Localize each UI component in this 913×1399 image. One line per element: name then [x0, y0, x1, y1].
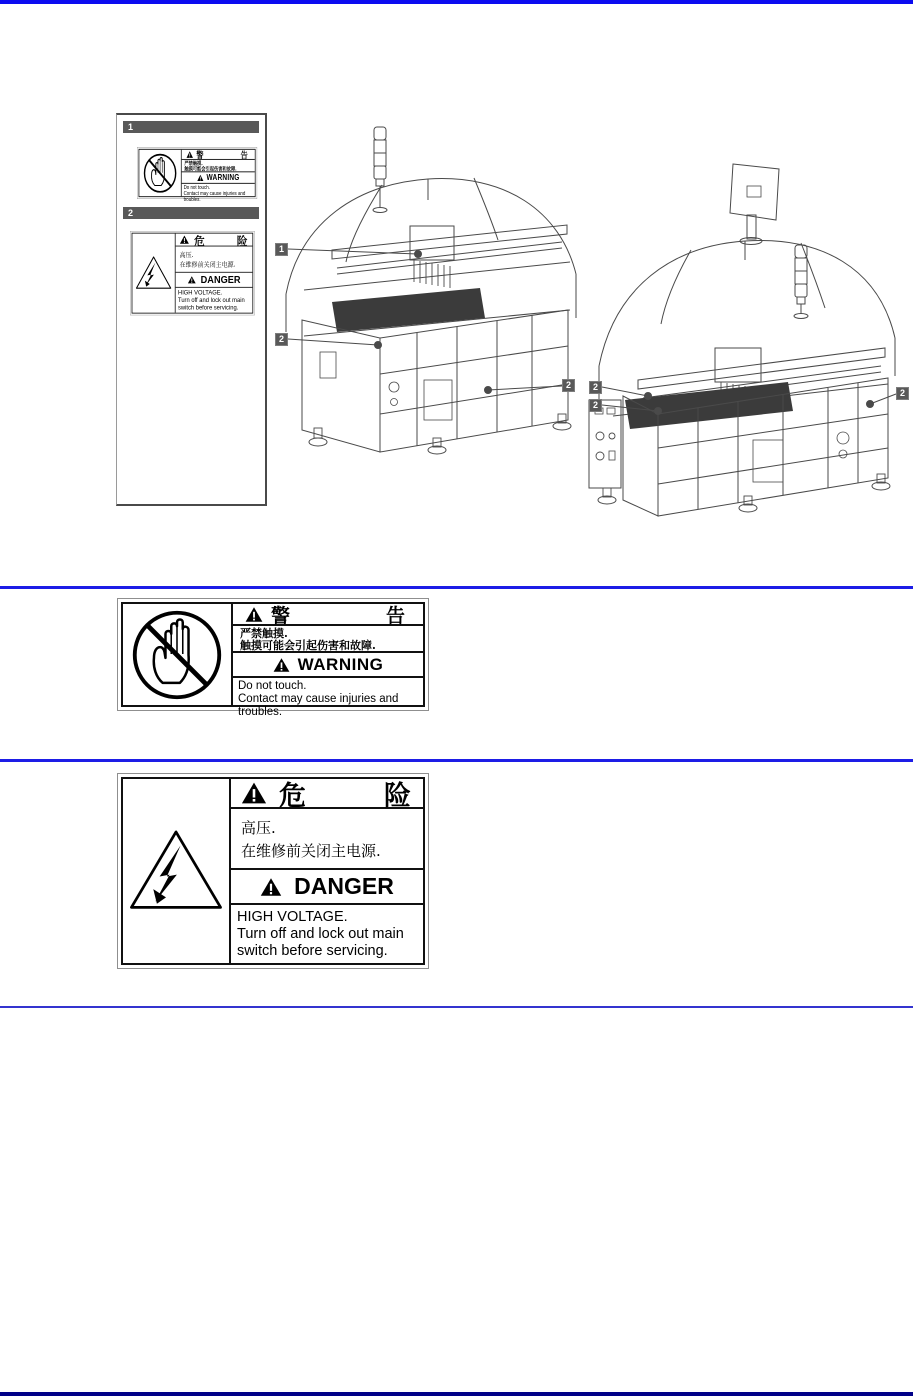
legend-item-2-number: 2: [128, 208, 135, 218]
warning-title-en: WARNING: [233, 653, 423, 678]
danger-label-detail: [117, 773, 429, 969]
machine-cover: [286, 178, 576, 332]
danger-title-en: DANGER: [231, 870, 423, 905]
warning-triangle-icon: [197, 174, 204, 181]
callout-badge-2: 2: [896, 387, 909, 400]
warning-triangle-icon: [241, 781, 267, 805]
callout-badge-2: 2: [275, 333, 288, 346]
warning-triangle-icon: [260, 877, 282, 897]
danger-title-zh: 危 险: [231, 779, 423, 809]
legend-item-2-header: [123, 207, 259, 219]
warning-triangle-icon: [180, 235, 190, 244]
conveyor-band: [625, 382, 793, 429]
legend-item-1-header: [123, 121, 259, 133]
signal-tower: [794, 245, 808, 319]
bottom-rule: [0, 1392, 913, 1396]
callout-badge-1: 1: [275, 243, 288, 256]
danger-body-zh: 高压. 在维修前关闭主电源.: [176, 246, 253, 272]
warning-body-en: Do not touch. Contact may cause injuries and troubles.: [238, 680, 399, 718]
machine-cover: [599, 240, 895, 400]
lightning-triangle-icon: [126, 824, 226, 918]
warning-body-en: Do not touch. Contact may cause injuries and troubles.: [183, 184, 246, 203]
danger-body-zh: 高压. 在维修前关闭主电源.: [231, 809, 423, 870]
legend-warning-label-thumbnail: [137, 147, 257, 203]
warning-body-zh: 严禁触摸. 触摸可能会引起伤害和故障.: [182, 160, 255, 172]
callout-badge-2: 2: [562, 379, 575, 392]
warning-triangle-icon: [273, 657, 290, 673]
danger-body-en: HIGH VOLTAGE. Turn off and lock out main switch before servicing.: [237, 909, 404, 959]
conveyor-band: [332, 288, 485, 332]
section-divider-2: [0, 759, 913, 762]
warning-title-en: WARNING: [182, 172, 255, 184]
warning-label-detail: [117, 598, 429, 718]
no-touch-symbol: [139, 150, 181, 196]
no-touch-symbol: [123, 604, 233, 705]
top-rule: [0, 0, 913, 4]
callout-badge-2: 2: [589, 381, 602, 394]
warning-body-zh: 严禁触摸. 触摸可能会引起伤害和故障.: [233, 626, 423, 653]
prohibition-hand-icon: [142, 152, 177, 194]
machine-base: [302, 310, 568, 452]
section-divider-1: [0, 586, 913, 589]
warning-triangle-icon: [186, 150, 193, 158]
callout-badge-2: 2: [589, 399, 602, 412]
machine-base: [623, 378, 888, 516]
lightning-triangle-icon: [134, 254, 172, 293]
section-divider-3: [0, 1006, 913, 1008]
leveling-feet: [309, 414, 571, 454]
warning-label: [137, 147, 257, 203]
warning-title-zh: 警 告: [233, 604, 423, 626]
warning-triangle-icon: [245, 606, 263, 623]
legend-danger-label-thumbnail: [130, 231, 255, 315]
leveling-feet: [598, 474, 890, 512]
danger-title-zh: 危 险: [176, 234, 253, 247]
legend-item-1-number: 1: [128, 122, 135, 132]
warning-title-zh: 警 告: [182, 150, 255, 160]
prohibition-hand-icon: [129, 607, 225, 703]
danger-label: [130, 231, 255, 315]
gantry: [613, 348, 888, 416]
monitor: [730, 164, 779, 245]
warning-triangle-icon: [187, 276, 195, 284]
high-voltage-symbol: [132, 234, 175, 313]
label-legend-panel: [116, 113, 267, 506]
operator-panel: [589, 400, 621, 488]
danger-body-en: HIGH VOLTAGE. Turn off and lock out main switch before servicing.: [178, 289, 245, 311]
gantry: [304, 225, 570, 336]
danger-title-en: DANGER: [176, 273, 253, 288]
machine-2-drawing: [583, 148, 913, 543]
machine-1-drawing: [262, 122, 602, 467]
signal-tower: [373, 127, 387, 213]
high-voltage-symbol: [123, 779, 231, 963]
